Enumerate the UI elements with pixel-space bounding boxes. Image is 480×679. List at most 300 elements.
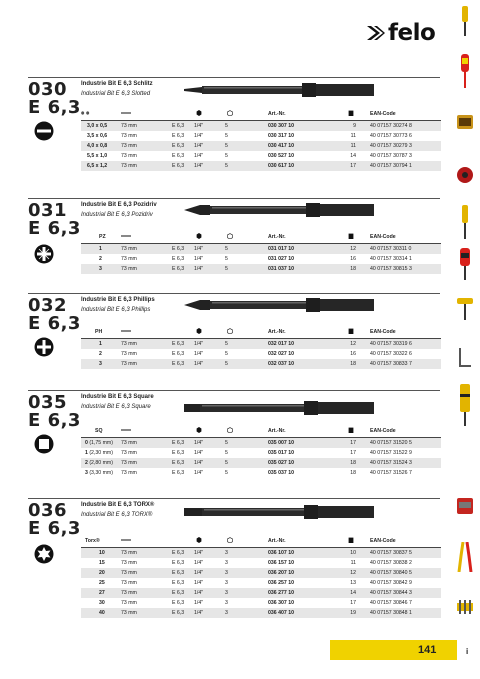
sq-header: SQ	[81, 424, 121, 438]
size-cell	[81, 578, 121, 588]
weight-header-icon	[340, 325, 356, 339]
title-de: Industrie Bit E 6,3 Schlitz	[81, 81, 153, 87]
product-code: 035 E 6,3	[28, 392, 81, 431]
hex-cell: 1/4"	[194, 598, 225, 608]
drive-cell: E 6,3	[170, 254, 194, 264]
precision-screwdriver-icon[interactable]	[457, 205, 473, 239]
artnr-header: Art.-Nr.	[268, 424, 340, 438]
drive-cell: E 6,3	[170, 598, 194, 608]
weight-cell: 18	[340, 264, 356, 274]
table-row	[81, 141, 441, 151]
product-table	[81, 107, 441, 171]
pz-header: PZ	[81, 230, 121, 244]
pack-cell: 3	[225, 598, 268, 608]
artnr-cell: 030 527 10	[268, 151, 340, 161]
length-cell: 73 mm	[121, 468, 170, 478]
drive-cell: E 6,3	[170, 141, 194, 151]
length-cell: 73 mm	[121, 578, 170, 588]
product-code: 030 E 6,3	[28, 79, 81, 118]
hex-cell: 1/4"	[194, 558, 225, 568]
ean-cell: 40 07157 31522 9	[356, 448, 441, 458]
drive-cell: E 6,3	[170, 438, 194, 449]
ean-cell: 40 07157 30319 6	[356, 339, 441, 350]
table-row	[81, 568, 441, 578]
phillips-bit-image	[184, 295, 374, 315]
size-value: 2	[99, 256, 102, 262]
size-cell	[81, 359, 121, 369]
artnr-cell: 032 017 10	[268, 339, 340, 350]
ean-header: EAN-Code	[356, 534, 441, 548]
weight-cell: 18	[340, 468, 356, 478]
size-value: 3	[85, 470, 88, 476]
artnr-cell: 030 307 10	[268, 121, 340, 132]
ean-cell: 40 07157 30794 1	[356, 161, 441, 171]
ph-header: PH	[81, 325, 121, 339]
length-cell: 73 mm	[121, 568, 170, 578]
product-section-030	[0, 77, 440, 182]
product-table	[81, 325, 441, 369]
ean-cell: 40 07157 30837 5	[356, 548, 441, 559]
hex-cell: 1/4"	[194, 568, 225, 578]
hex-cell: 1/4"	[194, 264, 225, 274]
title-en: Industrial Bit E 6,3 Square	[81, 404, 151, 410]
table-row	[81, 131, 441, 141]
length-cell: 73 mm	[121, 121, 170, 132]
pliers-icon[interactable]	[457, 542, 473, 572]
size-value: 27	[99, 590, 105, 596]
size-value: 40	[99, 610, 105, 616]
artnr-cell: 036 107 10	[268, 548, 340, 559]
drive-cell: E 6,3	[170, 339, 194, 350]
table-row	[81, 244, 441, 255]
drive-cell: E 6,3	[170, 121, 194, 132]
size-value: 3	[99, 361, 102, 367]
felo-arrow-icon	[365, 23, 385, 43]
size-cell	[81, 548, 121, 559]
length-header-icon	[121, 534, 170, 548]
table-row	[81, 608, 441, 618]
size-value: 30	[99, 600, 105, 606]
weight-header-icon	[340, 230, 356, 244]
size-cell	[81, 568, 121, 578]
hex-cell: 1/4"	[194, 244, 225, 255]
size-cell	[81, 598, 121, 608]
length-cell: 73 mm	[121, 588, 170, 598]
weight-cell: 11	[340, 558, 356, 568]
drive-cell: E 6,3	[170, 608, 194, 618]
size-cell	[81, 151, 121, 161]
drive-cell: E 6,3	[170, 458, 194, 468]
length-cell: 73 mm	[121, 548, 170, 559]
size-value: 1	[99, 341, 102, 347]
artnr-cell: 036 157 10	[268, 558, 340, 568]
ratchet-screwdriver-icon[interactable]	[457, 248, 473, 280]
table-row	[81, 264, 441, 274]
artnr-cell: 030 617 10	[268, 161, 340, 171]
table-row	[81, 578, 441, 588]
weight-cell: 12	[340, 339, 356, 350]
pozidriv-bit-image	[184, 200, 374, 220]
weight-cell: 14	[340, 151, 356, 161]
drive-cell: E 6,3	[170, 568, 194, 578]
title-en: Industrial Bit E 6,3 TORX®	[81, 512, 153, 518]
table-row	[81, 161, 441, 171]
pozidriv-symbol-icon	[34, 244, 54, 264]
drive-cell: E 6,3	[170, 244, 194, 255]
section-divider	[28, 293, 440, 294]
drive-cell: E 6,3	[170, 558, 194, 568]
size-cell	[81, 161, 121, 171]
page-marker: i	[466, 647, 469, 656]
ean-cell: 40 07157 30840 5	[356, 568, 441, 578]
section-divider	[28, 390, 440, 391]
length-header-icon	[121, 230, 170, 244]
hex-cell: 1/4"	[194, 151, 225, 161]
pack-cell: 5	[225, 264, 268, 274]
product-table	[81, 534, 441, 618]
artnr-cell: 035 037 10	[268, 468, 340, 478]
size-value: 1	[99, 246, 102, 252]
drive-cell: E 6,3	[170, 548, 194, 559]
length-cell: 73 mm	[121, 448, 170, 458]
hex-cell: 1/4"	[194, 349, 225, 359]
pack-header-icon	[225, 424, 268, 438]
ean-cell: 40 07157 30838 2	[356, 558, 441, 568]
weight-cell: 13	[340, 578, 356, 588]
weight-cell: 12	[340, 244, 356, 255]
product-table	[81, 424, 441, 478]
pack-cell: 5	[225, 448, 268, 458]
length-cell: 73 mm	[121, 458, 170, 468]
artnr-header: Art.-Nr.	[268, 230, 340, 244]
ean-header: EAN-Code	[356, 107, 441, 121]
size-cell	[81, 468, 121, 478]
size-cell	[81, 339, 121, 350]
table-row	[81, 349, 441, 359]
hex-cell: 1/4"	[194, 578, 225, 588]
pack-cell: 5	[225, 141, 268, 151]
ean-header: EAN-Code	[356, 230, 441, 244]
drive-header-icon	[194, 424, 225, 438]
length-cell: 73 mm	[121, 438, 170, 449]
artnr-cell: 036 257 10	[268, 578, 340, 588]
size-mm: (1,75 mm)	[87, 440, 113, 446]
weight-cell: 11	[340, 141, 356, 151]
length-cell: 73 mm	[121, 161, 170, 171]
weight-cell: 9	[340, 121, 356, 132]
artnr-header: Art.-Nr.	[268, 534, 340, 548]
title-en: Industrial Bit E 6,3 Slotted	[81, 91, 151, 97]
artnr-cell: 036 277 10	[268, 588, 340, 598]
torx-symbol-icon	[34, 544, 54, 564]
pack-cell: 5	[225, 151, 268, 161]
artnr-cell: 031 017 10	[268, 244, 340, 255]
brand-name: felo	[388, 20, 436, 46]
artnr-cell: 036 207 10	[268, 568, 340, 578]
weight-cell: 17	[340, 448, 356, 458]
weight-cell: 16	[340, 254, 356, 264]
slotted-bit-image	[184, 80, 374, 100]
hex-cell: 1/4"	[194, 121, 225, 132]
pack-cell: 5	[225, 121, 268, 132]
size-value: 15	[99, 560, 105, 566]
pack-header-icon	[225, 230, 268, 244]
title-en: Industrial Bit E 6,3 Phillips	[81, 307, 151, 313]
bit-box-icon[interactable]	[457, 112, 473, 132]
weight-cell: 12	[340, 568, 356, 578]
torx-header: Torx®	[81, 534, 121, 548]
size-value: 2	[99, 351, 102, 357]
table-row	[81, 438, 441, 449]
drive-cell: E 6,3	[170, 264, 194, 274]
weight-cell: 14	[340, 588, 356, 598]
size-value: 0	[85, 440, 88, 446]
size-cell	[81, 349, 121, 359]
table-row	[81, 548, 441, 559]
artnr-cell: 031 027 10	[268, 254, 340, 264]
ean-cell: 40 07157 31520 5	[356, 438, 441, 449]
pack-cell: 5	[225, 339, 268, 350]
size-value: 3,5 x 0,6	[87, 133, 108, 139]
length-cell: 73 mm	[121, 244, 170, 255]
section-divider	[28, 498, 440, 499]
table-row	[81, 598, 441, 608]
drive-cell: E 6,3	[170, 359, 194, 369]
ean-cell: 40 07157 30314 1	[356, 254, 441, 264]
drive-cell: E 6,3	[170, 468, 194, 478]
size-cell	[81, 264, 121, 274]
drive-cell: E 6,3	[170, 131, 194, 141]
size-mm: (2,80 mm)	[87, 460, 113, 466]
size-value: 6,5 x 1,2	[87, 163, 108, 169]
table-row	[81, 458, 441, 468]
size-cell	[81, 458, 121, 468]
table-row	[81, 254, 441, 264]
torx-bit-image	[184, 502, 374, 522]
size-header-icon	[81, 107, 121, 121]
weight-cell: 17	[340, 161, 356, 171]
product-section-032	[0, 293, 440, 373]
size-value: 20	[99, 570, 105, 576]
size-value: 3,0 x 0,5	[87, 123, 108, 129]
pack-cell: 5	[225, 244, 268, 255]
length-cell: 73 mm	[121, 264, 170, 274]
drive-header-icon	[194, 325, 225, 339]
weight-header-icon	[340, 424, 356, 438]
product-code: 032 E 6,3	[28, 295, 81, 334]
size-value: 10	[99, 550, 105, 556]
hex-cell: 1/4"	[194, 141, 225, 151]
weight-header-icon	[340, 534, 356, 548]
hex-cell: 1/4"	[194, 548, 225, 559]
ean-header: EAN-Code	[356, 325, 441, 339]
hex-key-icon[interactable]	[457, 346, 473, 370]
table-row	[81, 558, 441, 568]
t-handle-icon[interactable]	[457, 296, 473, 320]
size-cell	[81, 141, 121, 151]
artnr-cell: 035 027 10	[268, 458, 340, 468]
drive-header-icon	[194, 534, 225, 548]
pack-cell: 5	[225, 349, 268, 359]
pack-cell: 3	[225, 548, 268, 559]
weight-cell: 10	[340, 548, 356, 559]
pack-cell: 5	[225, 161, 268, 171]
pack-cell: 5	[225, 438, 268, 449]
table-header-row	[81, 107, 441, 121]
length-header-icon	[121, 424, 170, 438]
size-value: 3	[99, 266, 102, 272]
title-de: Industrie Bit E 6,3 TORX®	[81, 502, 155, 508]
length-cell: 73 mm	[121, 131, 170, 141]
length-cell: 73 mm	[121, 141, 170, 151]
felo-logo	[365, 20, 435, 46]
hex-cell: 1/4"	[194, 588, 225, 598]
pack-header-icon	[225, 534, 268, 548]
pack-cell: 5	[225, 131, 268, 141]
title-de: Industrie Bit E 6,3 Square	[81, 394, 154, 400]
length-cell: 73 mm	[121, 598, 170, 608]
pack-cell: 5	[225, 359, 268, 369]
pack-cell: 3	[225, 568, 268, 578]
length-cell: 73 mm	[121, 339, 170, 350]
phillips-symbol-icon	[34, 337, 54, 357]
table-row	[81, 121, 441, 132]
product-section-036	[0, 498, 440, 626]
size-value: 25	[99, 580, 105, 586]
length-cell: 73 mm	[121, 359, 170, 369]
weight-cell: 11	[340, 131, 356, 141]
size-value: 1	[85, 450, 88, 456]
size-cell	[81, 131, 121, 141]
vde-screwdriver-icon[interactable]	[457, 54, 473, 88]
bit-holder-icon[interactable]	[457, 163, 473, 187]
ean-cell: 40 07157 30833 7	[356, 359, 441, 369]
title-de: Industrie Bit E 6,3 Phillips	[81, 297, 155, 303]
size-cell	[81, 438, 121, 449]
artnr-header: Art.-Nr.	[268, 325, 340, 339]
length-cell: 73 mm	[121, 349, 170, 359]
hex-cell: 1/4"	[194, 254, 225, 264]
ean-cell: 40 07157 30279 3	[356, 141, 441, 151]
product-section-031	[0, 198, 440, 278]
toolcase-icon[interactable]	[457, 494, 473, 518]
hex-cell: 1/4"	[194, 359, 225, 369]
size-cell	[81, 254, 121, 264]
table-row	[81, 448, 441, 458]
pack-cell: 3	[225, 558, 268, 568]
weight-cell: 18	[340, 359, 356, 369]
size-cell	[81, 244, 121, 255]
pack-cell: 5	[225, 468, 268, 478]
size-cell	[81, 448, 121, 458]
drive-cell: E 6,3	[170, 448, 194, 458]
ean-cell: 40 07157 31526 7	[356, 468, 441, 478]
length-cell: 73 mm	[121, 558, 170, 568]
ean-cell: 40 07157 31524 3	[356, 458, 441, 468]
artnr-cell: 032 027 10	[268, 349, 340, 359]
ean-header: EAN-Code	[356, 424, 441, 438]
size-cell	[81, 121, 121, 132]
length-cell: 73 mm	[121, 254, 170, 264]
size-cell	[81, 608, 121, 618]
weight-header-icon	[340, 107, 356, 121]
table-row	[81, 151, 441, 161]
weight-cell: 18	[340, 458, 356, 468]
pack-header-icon	[225, 107, 268, 121]
pack-cell: 3	[225, 578, 268, 588]
title-en: Industrial Bit E 6,3 Pozidriv	[81, 212, 153, 218]
weight-cell: 17	[340, 598, 356, 608]
drive-cell: E 6,3	[170, 578, 194, 588]
hex-cell: 1/4"	[194, 438, 225, 449]
artnr-cell: 035 007 10	[268, 438, 340, 449]
pack-cell: 5	[225, 458, 268, 468]
hex-cell: 1/4"	[194, 131, 225, 141]
drive-cell: E 6,3	[170, 151, 194, 161]
bit-rack-icon[interactable]	[457, 600, 473, 614]
drive-cell: E 6,3	[170, 588, 194, 598]
bit-set-icon[interactable]	[457, 384, 473, 426]
hex-cell: 1/4"	[194, 448, 225, 458]
table-row	[81, 339, 441, 350]
ean-cell: 40 07157 30846 7	[356, 598, 441, 608]
section-divider	[28, 198, 440, 199]
size-cell	[81, 588, 121, 598]
ean-cell: 40 07157 30274 8	[356, 121, 441, 132]
drive-cell: E 6,3	[170, 349, 194, 359]
square-bit-image	[184, 398, 374, 418]
product-table	[81, 230, 441, 274]
table-header-row	[81, 534, 441, 548]
length-cell: 73 mm	[121, 151, 170, 161]
hex-cell: 1/4"	[194, 161, 225, 171]
product-code: 036 E 6,3	[28, 500, 81, 539]
length-header-icon	[121, 107, 170, 121]
pack-cell: 3	[225, 608, 268, 618]
screwdriver-icon[interactable]	[457, 6, 473, 36]
artnr-cell: 036 407 10	[268, 608, 340, 618]
slotted-symbol-icon	[34, 121, 54, 141]
product-code: 031 E 6,3	[28, 200, 81, 239]
ean-cell: 40 07157 30848 1	[356, 608, 441, 618]
table-header-row	[81, 424, 441, 438]
artnr-cell: 031 037 10	[268, 264, 340, 274]
square-symbol-icon	[34, 434, 54, 454]
drive-cell: E 6,3	[170, 161, 194, 171]
title-de: Industrie Bit E 6,3 Pozidriv	[81, 202, 157, 208]
hex-cell: 1/4"	[194, 339, 225, 350]
length-cell: 73 mm	[121, 608, 170, 618]
ean-cell: 40 07157 30842 9	[356, 578, 441, 588]
section-divider	[28, 77, 440, 78]
artnr-cell: 035 017 10	[268, 448, 340, 458]
category-sidebar	[445, 0, 480, 679]
drive-header-icon	[194, 230, 225, 244]
artnr-cell: 036 307 10	[268, 598, 340, 608]
ean-cell: 40 07157 30311 0	[356, 244, 441, 255]
ean-cell: 40 07157 30787 3	[356, 151, 441, 161]
table-row	[81, 468, 441, 478]
drive-header-icon	[194, 107, 225, 121]
hex-cell: 1/4"	[194, 608, 225, 618]
size-mm: (3,30 mm)	[87, 470, 113, 476]
table-header-row	[81, 230, 441, 244]
size-mm: (2,30 mm)	[87, 450, 113, 456]
product-section-035	[0, 390, 440, 485]
pack-cell: 5	[225, 254, 268, 264]
weight-cell: 17	[340, 438, 356, 449]
page-number-bar	[330, 640, 457, 660]
